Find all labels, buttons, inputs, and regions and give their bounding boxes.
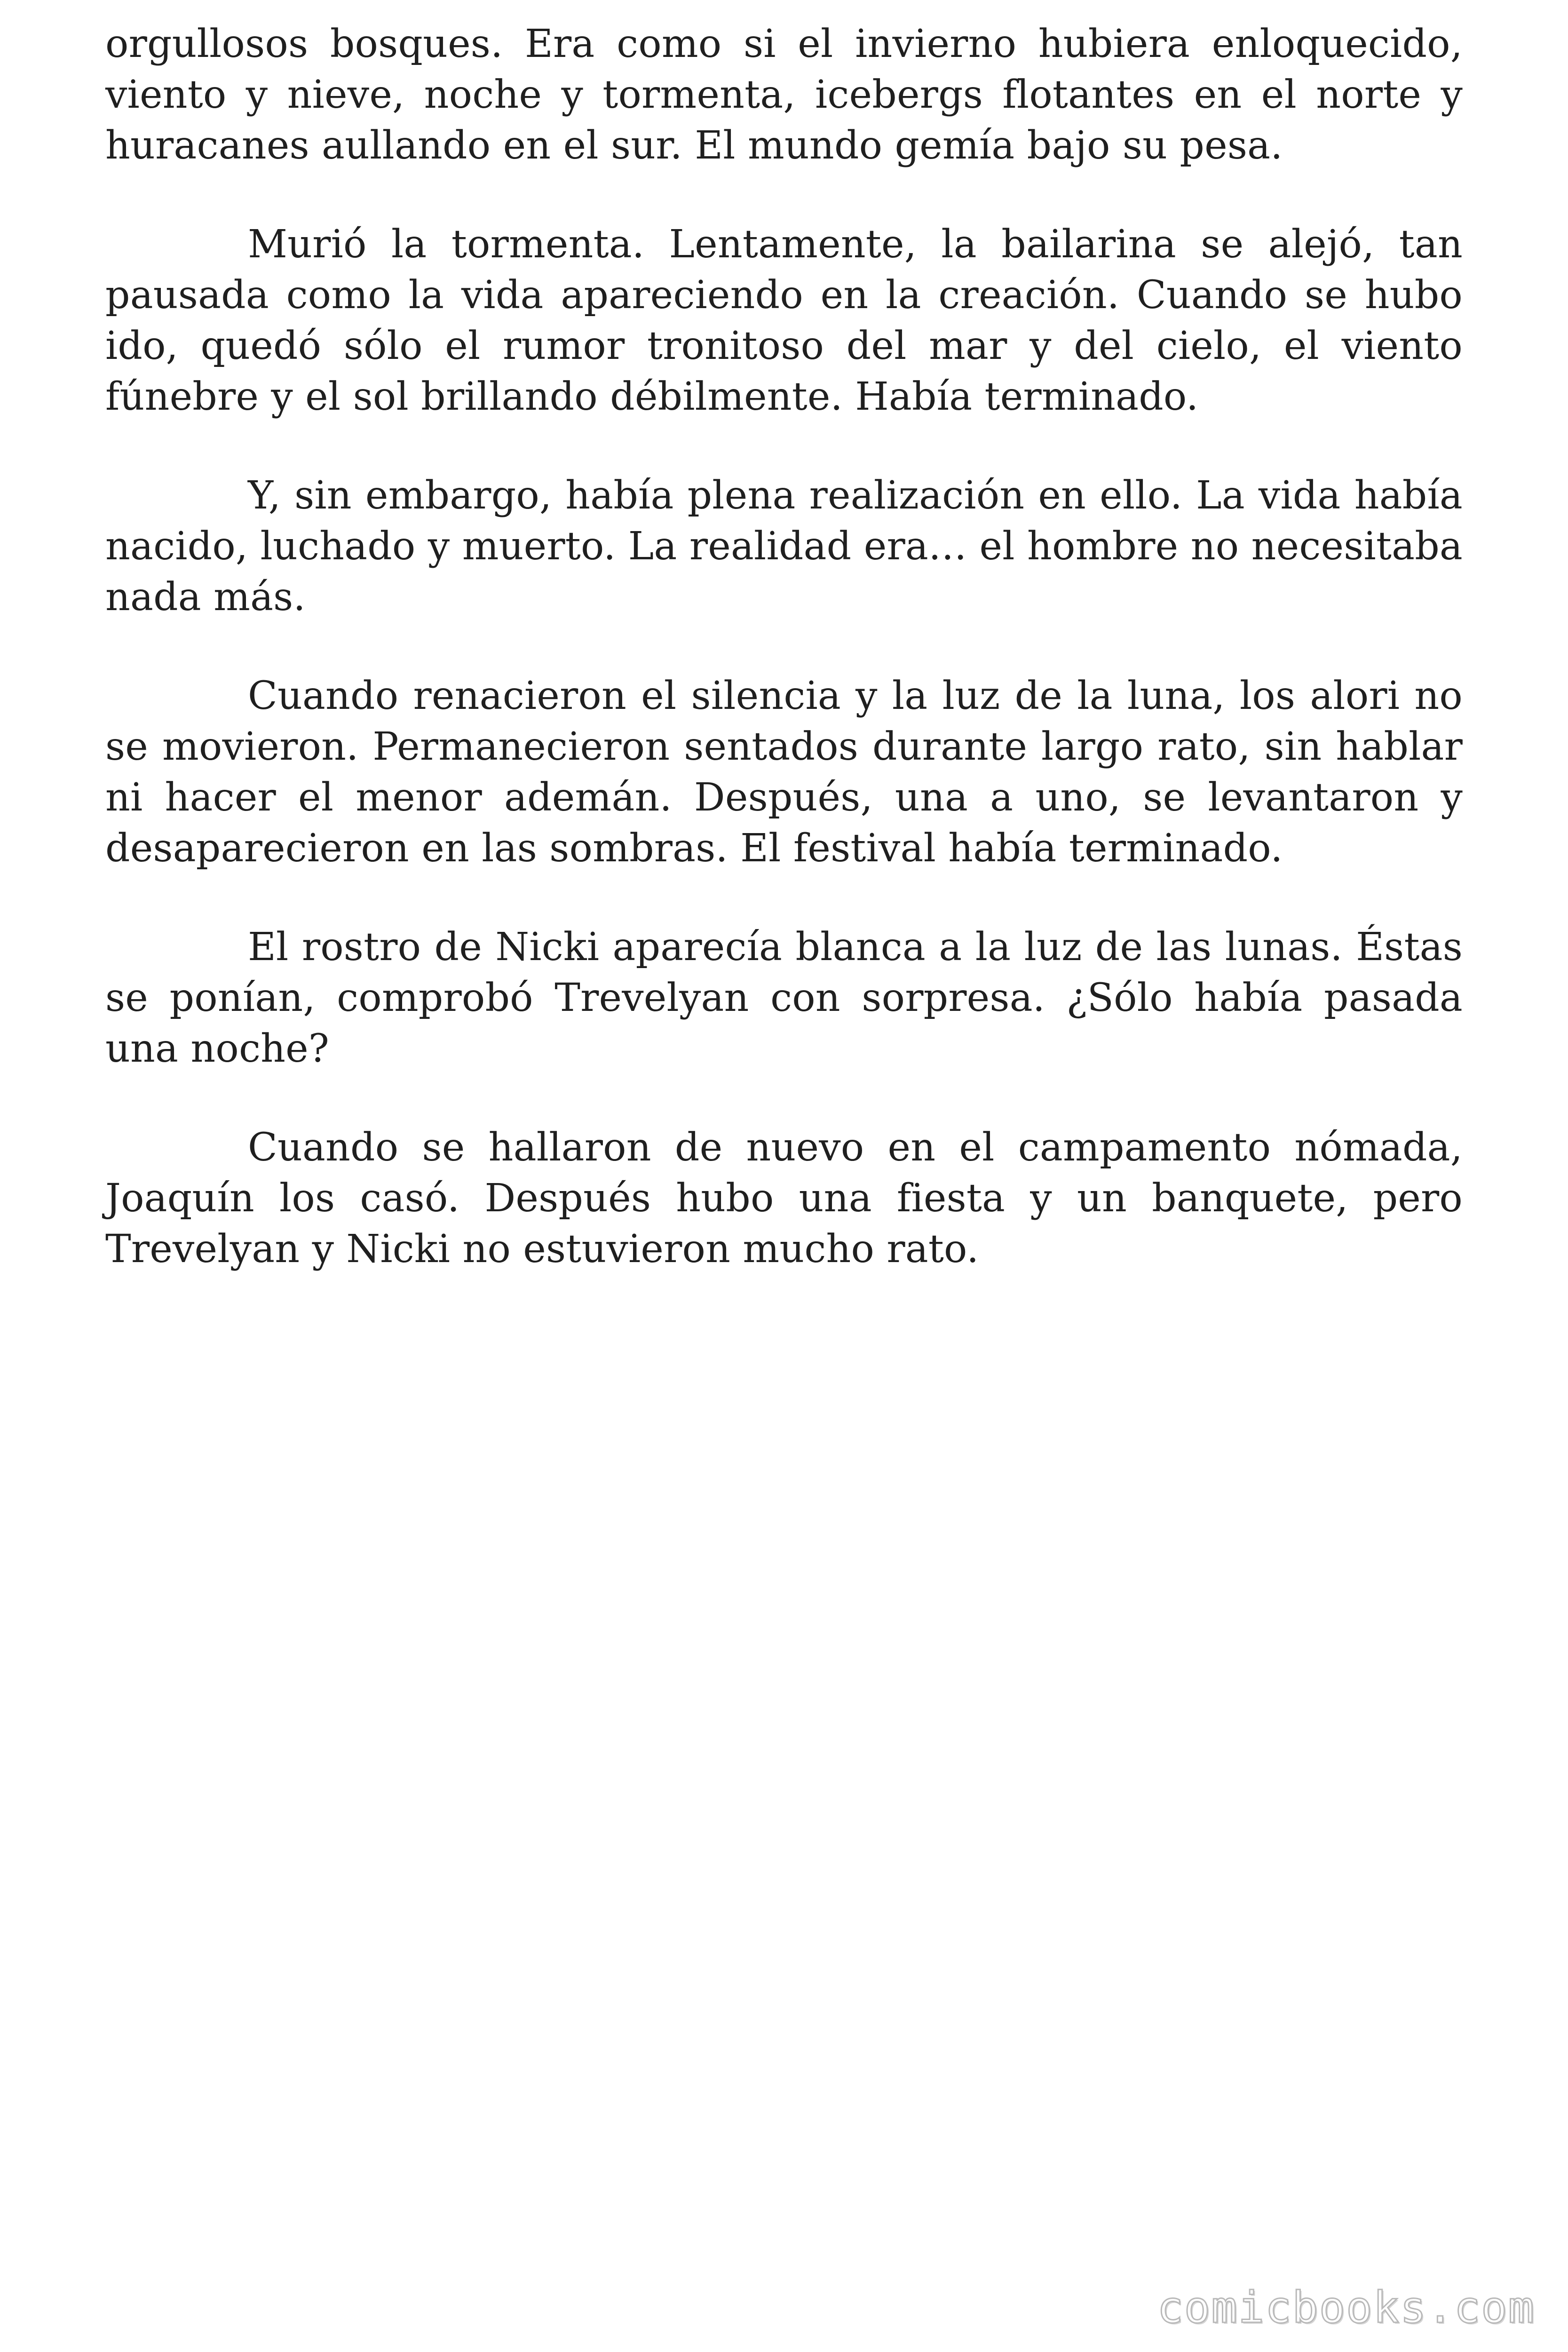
paragraph-4: Cuando renacieron el silencia y la luz de la luna, los alori no se movieron. Permanecieron sentados durante largo rato, sin hablar ni hacer el menor ademán. Después, una a uno, se levantaron y desaparecieron en las sombras. El festival había terminado. — [105, 674, 1463, 871]
paragraph-6: Cuando se hallaron de nuevo en el campamento nómada, Joaquín los casó. Después hubo una fiesta y un banquete, pero Trevelyan y Nicki no estuvieron mucho rato. — [105, 1125, 1463, 1271]
paragraph-2: Murió la tormenta. Lentamente, la bailarina se alejó, tan pausada como la vida apareciendo en la creación. Cuando se hubo ido, quedó sólo el rumor tronitoso del mar y del cielo, el viento fúnebre y el sol brillando débilmente. Había terminado. — [105, 222, 1463, 419]
paragraph-1: orgullosos bosques. Era como si el invierno hubiera enloquecido, viento y nieve, noche y tormenta, icebergs flotantes en el norte y huracanes aullando en el sur. El mundo gemía bajo su pesa. — [105, 22, 1463, 168]
paragraph-5: El rostro de Nicki aparecía blanca a la luz de las lunas. Éstas se ponían, comprobó Trevelyan con sorpresa. ¿Sólo había pasada una noche? — [105, 925, 1463, 1071]
watermark-text: comicbooks.com — [1157, 2282, 1535, 2333]
page-body — [105, 19, 1463, 1323]
paragraph-3: Y, sin embargo, había plena realización en ello. La vida había nacido, luchado y muerto. La realidad era… el hombre no necesitaba nada más. — [105, 473, 1463, 620]
